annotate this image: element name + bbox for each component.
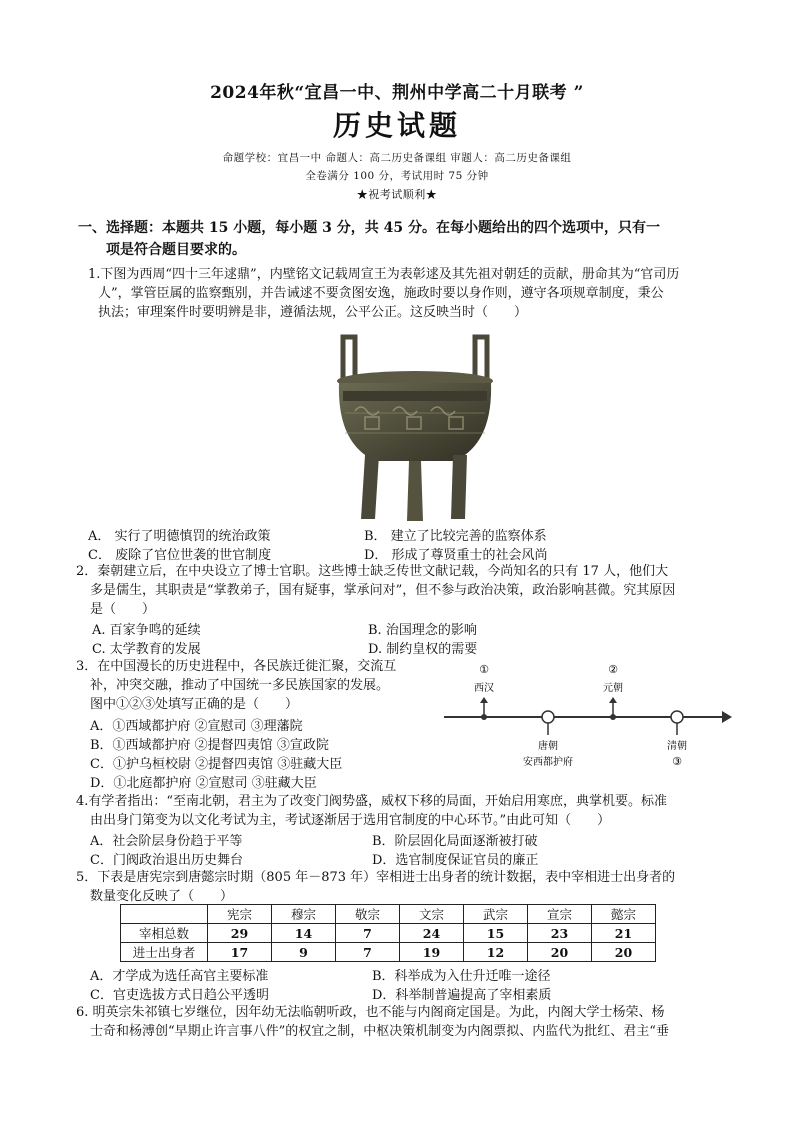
table-cell: 14 [272, 924, 336, 943]
q1-option-a: A． 实行了明德慎罚的统治政策 [88, 529, 271, 544]
q4-option-d: D．选官制度保证官员的廉正 [372, 853, 539, 868]
table-header-cell: 宣宗 [528, 905, 592, 924]
good-luck-line: ★祝考试顺利★ [356, 188, 438, 201]
score-time-line: 全卷满分 100 分，考试用时 75 分钟 [305, 170, 489, 182]
table-cell: 7 [336, 924, 400, 943]
table-cell: 9 [272, 943, 336, 962]
table-cell: 21 [592, 924, 656, 943]
table-cell: 15 [464, 924, 528, 943]
q3-stem-line2: 补，冲突交融，推动了中国统一多民族国家的发展。 [90, 678, 390, 693]
timeline-marker-1: ① [479, 663, 489, 676]
q4-option-c: C．门阀政治退出历史舞台 [90, 853, 243, 868]
table-header-cell: 敬宗 [336, 905, 400, 924]
q2-option-b: B. 治国理念的影响 [368, 623, 477, 638]
q1-option-b: B． 建立了比较完善的监察体系 [364, 529, 547, 544]
timeline-marker-3: ③ [672, 755, 682, 768]
table-row [121, 924, 656, 943]
q2-stem-line1: 2．秦朝建立后，在中央设立了博士官职。这些博士缺乏传世文献记载，今尚知名的只有 17 人，他们大 [76, 564, 669, 579]
timeline-circle-tang [542, 711, 554, 723]
timeline-label-yuan: 元朝 [603, 683, 623, 694]
table-cell: 17 [208, 943, 272, 962]
q1-stem-line2: 人”，掌管臣属的监察甄别，并告诫逑不要贪图安逸，施政时要以身作则，遵守各项规章制度，秉公 [98, 286, 664, 301]
section-heading: 一、选择题：本题共 15 小题，每小题 3 分，共 45 分。在每小题给出的四个选项中，只有一 [78, 220, 660, 236]
table-row-label: 宰相总数 [121, 924, 208, 943]
table-header-cell [121, 905, 208, 924]
q5-option-a: A．才学成为选任高官主要标准 [90, 969, 269, 984]
q1-option-d: D． 形成了尊贤重士的社会风尚 [364, 548, 548, 563]
timeline-circle-qing [671, 711, 683, 723]
q2-option-a: A. 百家争鸣的延续 [92, 623, 201, 638]
q1-stem-line1: 1.下图为西周“四十三年逑鼎”，内壁铭文记载周宣王为表彰逑及其先祖对朝廷的贡献，册命其为“官司历 [88, 267, 680, 282]
table-cell: 12 [464, 943, 528, 962]
q5-option-d: D．科举制普遍提高了宰相素质 [372, 988, 552, 1003]
q2-option-c: C. 太学教育的发展 [92, 642, 201, 657]
chancellor-stats-table [120, 904, 656, 962]
table-cell: 20 [528, 943, 592, 962]
q1-stem-line3: 执法；审理案件时要明辨是非，遵循法规，公平公正。这反映当时（ ） [98, 305, 528, 320]
q1-option-c: C． 废除了官位世袭的世官制度 [88, 548, 272, 563]
q2-option-d: D. 制约皇权的需要 [368, 642, 478, 657]
timeline-label-anxi: 安西都护府 [523, 757, 573, 768]
q5-option-c: C．官吏选拔方式日趋公平透明 [90, 988, 269, 1003]
table-cell: 29 [208, 924, 272, 943]
timeline-label-tang: 唐朝 [538, 741, 558, 752]
table-header-cell: 懿宗 [592, 905, 656, 924]
q5-option-b: B．科举成为入仕升迁唯一途径 [372, 969, 551, 984]
q3-stem-line1: 3．在中国漫长的历史进程中，各民族迁徙汇聚，交流互 [76, 659, 397, 674]
timeline-marker-2: ② [608, 663, 618, 676]
q3-option-d: D．①北庭都护府 ②宣慰司 ③驻藏大臣 [90, 776, 317, 791]
bronze-ding-image [335, 333, 495, 523]
q3-option-b: B．①西域都护府 ②提督四夷馆 ③宣政院 [90, 738, 329, 753]
table-cell: 7 [336, 943, 400, 962]
table-header-cell: 穆宗 [272, 905, 336, 924]
q6-stem-line1: 6. 明英宗朱祁镇七岁继位，因年幼无法临朝听政，也不能与内阁商定国是。为此，内阁大学士杨荣、杨 [76, 1005, 665, 1020]
q4-option-a: A．社会阶层身份趋于平等 [90, 834, 243, 849]
q5-stem-line1: 5．下表是唐宪宗到唐懿宗时期（805 年－873 年）宰相进士出身者的统计数据，表中宰相进士出身者的 [76, 870, 676, 885]
authors-line: 命题学校：宜昌一中 命题人：高二历史备课组 审题人：高二历史备课组 [222, 152, 572, 164]
section-heading-cont: 项是符合题目要求的。 [106, 242, 246, 258]
table-row [121, 943, 656, 962]
timeline-dot-1 [481, 714, 487, 720]
timeline-dot-2 [610, 714, 616, 720]
q4-stem-line1: 4.有学者指出：“至南北朝，君主为了改变门阀势盛，威权下移的局面，开始启用寒庶，典掌机要。标准 [76, 794, 668, 809]
q2-stem-line3: 是（ ） [90, 602, 156, 617]
table-header-cell: 武宗 [464, 905, 528, 924]
q4-stem-line2: 由出身门第变为以文化考试为主，考试逐渐居于选用官制度的中心环节。”由此可知（ ） [90, 813, 611, 828]
exam-title: 2024年秋“宜昌一中、荆州中学高二十月联考 ” [210, 83, 584, 103]
q5-stem-line2: 数量变化反映了（ ） [90, 889, 234, 904]
q2-stem-line2: 多是儒生，其职责是“掌教弟子，国有疑事，掌承问对”，但不参与政治决策，政治影响甚微。究其原因 [90, 583, 676, 598]
dynasty-timeline [440, 655, 735, 770]
subject-title: 历史试题 [332, 109, 461, 142]
q6-stem-line2: 士奇和杨溥创“早期止许言事八件”的权宜之制，中枢决策机制变为内阁票拟、内监代为批红、君主“垂 [90, 1024, 669, 1039]
q3-option-c: C．①护乌桓校尉 ②提督四夷馆 ③驻藏大臣 [90, 757, 343, 772]
timeline-arrow-head [722, 711, 732, 723]
q4-option-b: B．阶层固化局面逐渐被打破 [372, 834, 538, 849]
table-cell: 20 [592, 943, 656, 962]
q3-stem-line3: 图中①②③处填写正确的是（ ） [90, 697, 299, 712]
table-row-label: 进士出身者 [121, 943, 208, 962]
table-header-cell: 宪宗 [208, 905, 272, 924]
q3-option-a: A．①西域都护府 ②宣慰司 ③理藩院 [90, 719, 303, 734]
table-cell: 19 [400, 943, 464, 962]
table-cell: 23 [528, 924, 592, 943]
table-header-row [121, 905, 656, 924]
table-header-cell: 文宗 [400, 905, 464, 924]
timeline-label-xihan: 西汉 [474, 683, 494, 694]
timeline-label-qing: 清朝 [667, 741, 687, 752]
table-cell: 24 [400, 924, 464, 943]
